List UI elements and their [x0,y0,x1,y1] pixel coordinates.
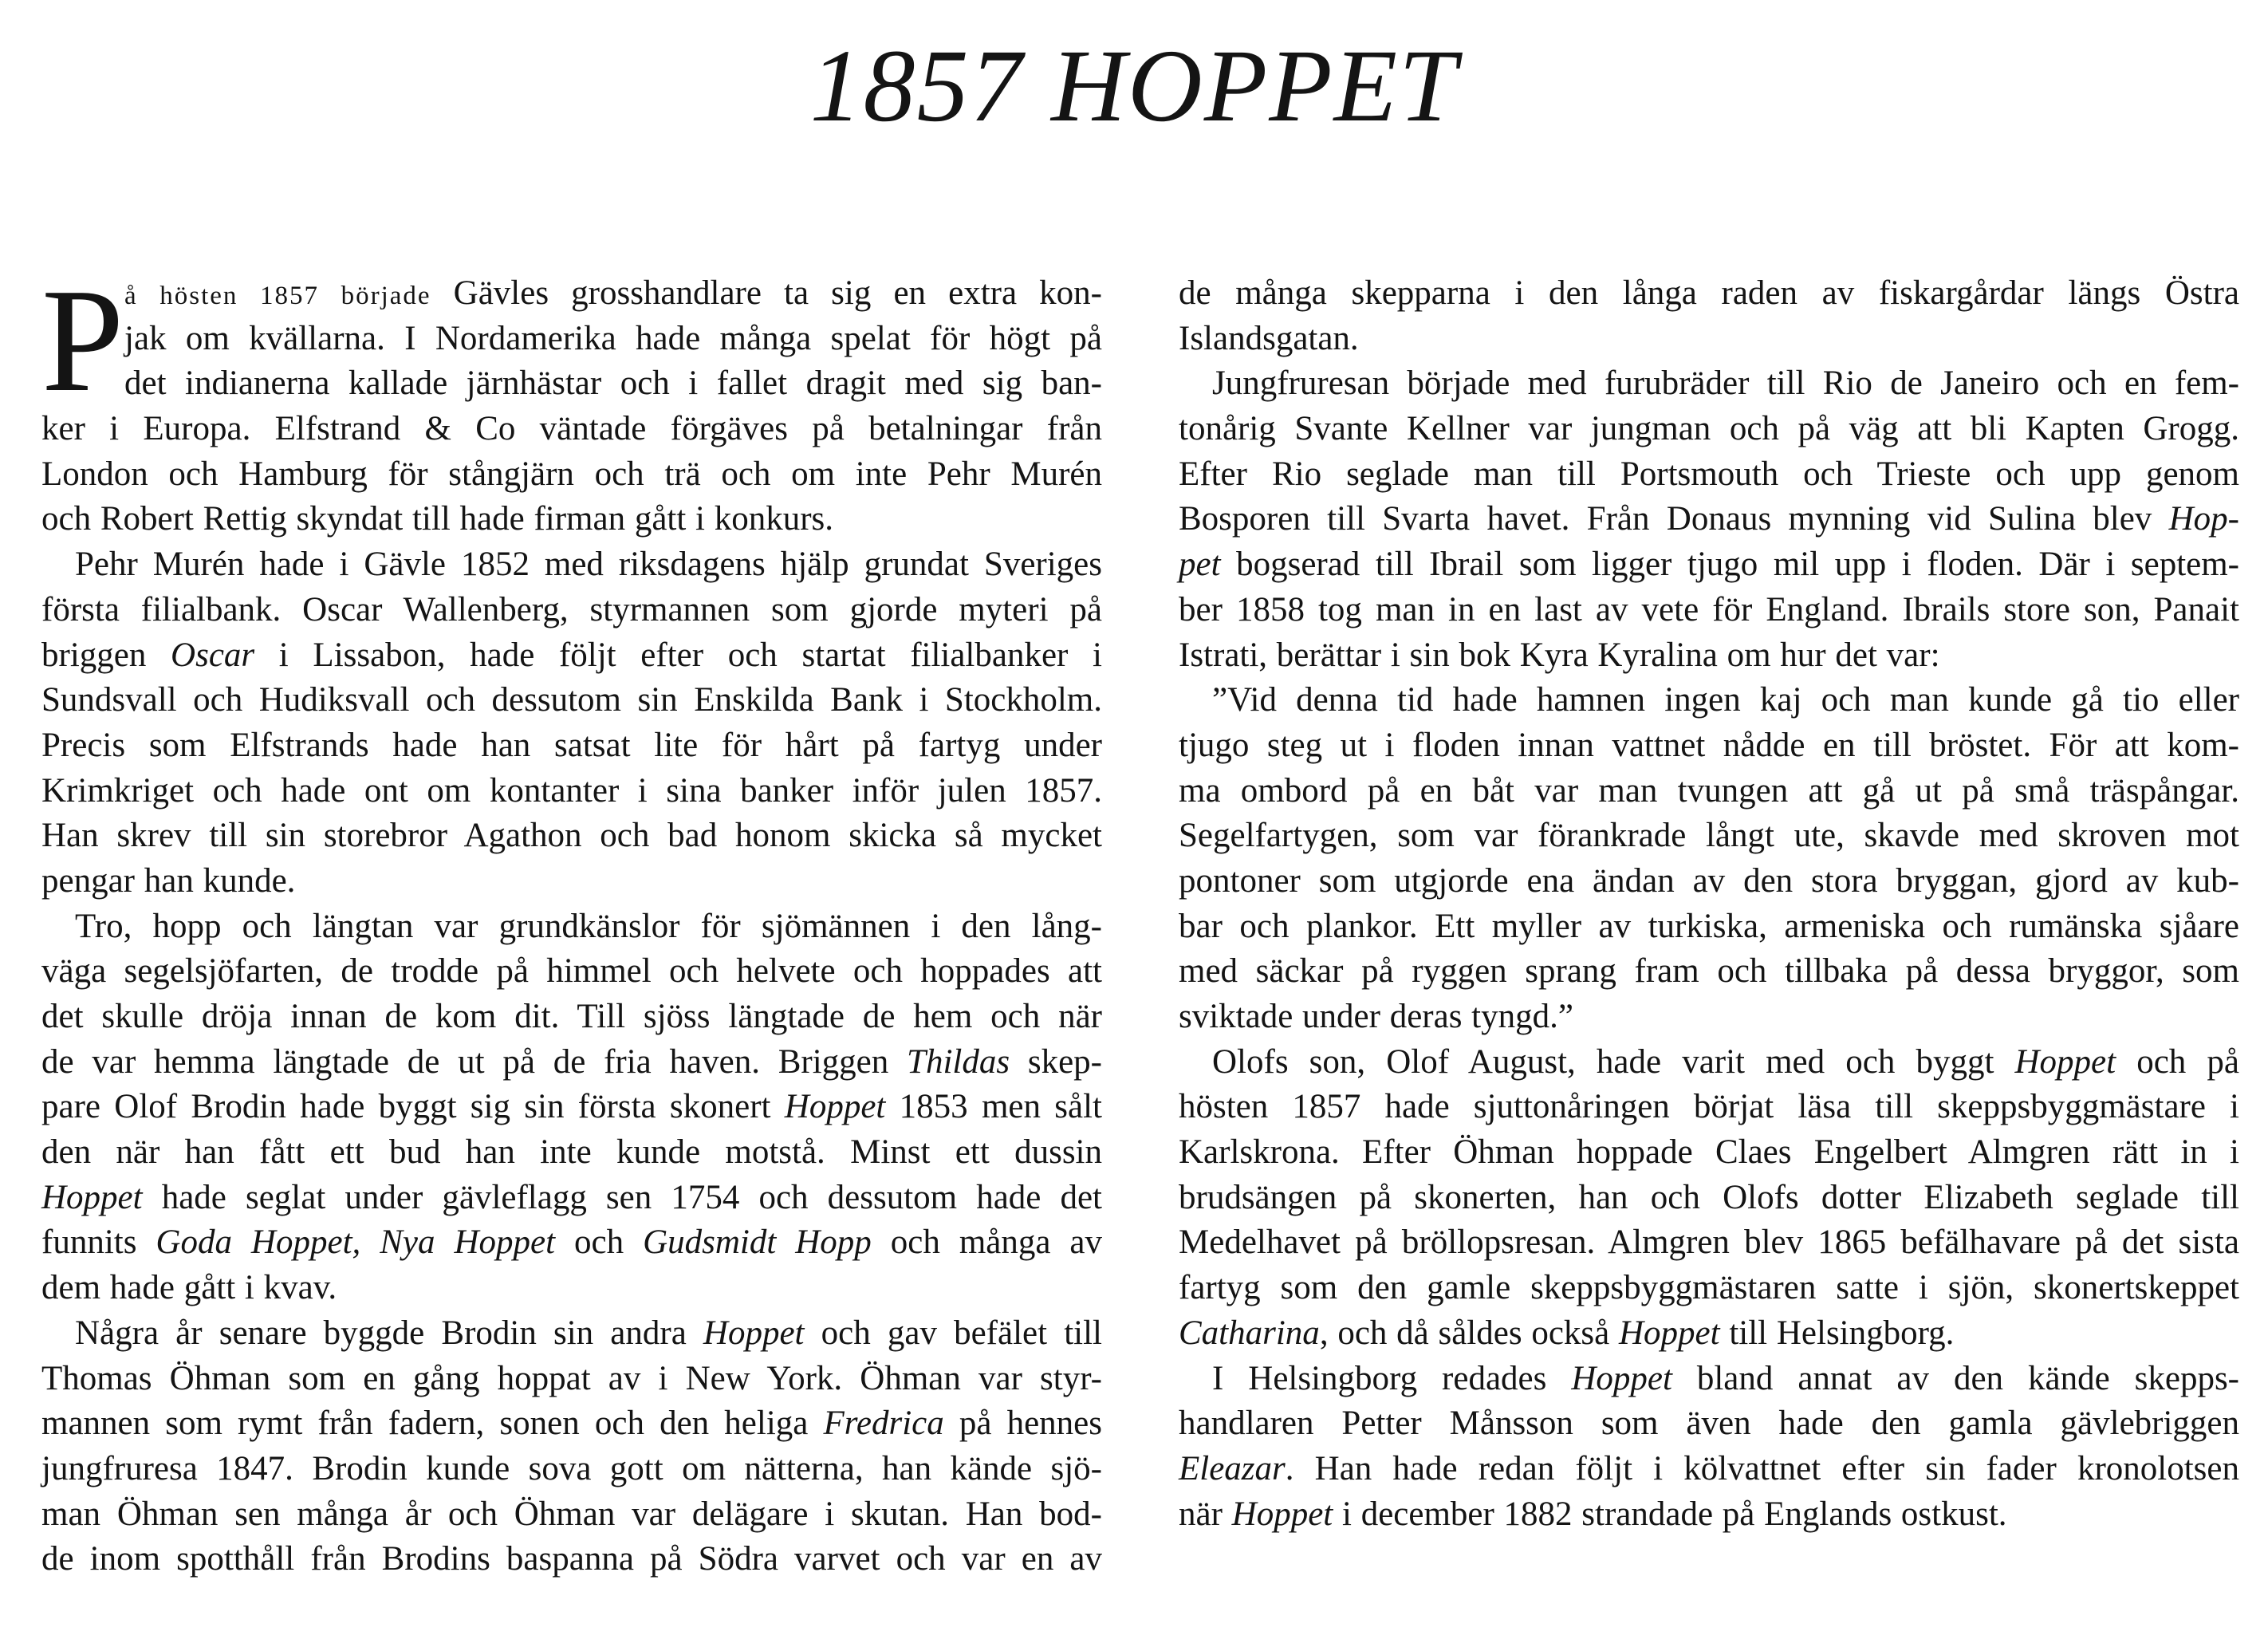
text-line: I Helsingborg redades Hoppet bland annat av den kände skepps- [1212,1359,2239,1397]
text-line: Olofs son, Olof August, hade varit med och byggt Hoppet och på [1212,1042,2239,1081]
ship-name: Catharina [1179,1314,1320,1352]
text-line: Jungfruresan började med furubräder till Rio de Janeiro och en fem- [1212,364,2239,403]
ship-name: Hoppet [1618,1314,1720,1352]
text-line: väga segelsjöfarten, de trodde på himmel och helvete och hoppades att [41,952,1102,991]
ship-name: Hoppet [2014,1042,2116,1081]
text-line: när Hoppet i december 1882 strandade på Englands ostkust. [1179,1495,2007,1533]
ship-name: Hop- [2168,500,2239,538]
ship-name: Eleazar [1179,1449,1286,1487]
text-line: ber 1858 tog man in en last av vete för England. Ibrails store son, Panait [1179,590,2239,628]
ship-name: Gudsmidt Hopp [643,1223,872,1262]
text-line: Islandsgatan. [1179,319,1359,357]
text-line: man Öhman sen många år och Öhman var delägare i skutan. Han bod- [41,1495,1102,1533]
ship-name: Hoppet [1231,1495,1333,1533]
text-line: ker i Europa. Elfstrand & Co väntade förgäves på betalningar från [41,410,1102,448]
page-title: 1857 HOPPET [809,29,1459,144]
ship-name: Hoppet [1571,1359,1672,1397]
text-line: Precis som Elfstrands hade han satsat lite för hårt på fartyg under [41,726,1102,764]
ship-name: Hoppet [41,1178,143,1216]
text-line: å hösten 1857 började Gävles grosshandlare ta sig en extra kon- [124,274,1102,312]
text-line: dem hade gått i kvav. [41,1269,337,1307]
ship-name: Thildas [907,1042,1010,1081]
text-line: London och Hamburg för stångjärn och trä och om inte Pehr Murén [41,455,1102,493]
text-line: med säckar på ryggen sprang fram och tillbaka på dessa bryggor, som [1179,952,2239,991]
right-text-column [1179,271,2239,1537]
text-line: den när han fått ett bud han inte kunde motstå. Minst ett dussin [41,1133,1102,1172]
text-line: brudsängen på skonerten, han och Olofs dotter Elizabeth seglade till [1179,1178,2239,1216]
text-line: briggen Oscar i Lissabon, hade följt efter och startat filialbanker i [41,636,1102,674]
text-line: funnits Goda Hoppet, Nya Hoppet och Gudsmidt Hopp och många av [41,1223,1102,1262]
text-line: Thomas Öhman som en gång hoppat av i New York. Öhman var styr- [41,1359,1102,1397]
text-line: och Robert Rettig skyndat till hade firman gått i konkurs. [41,500,834,538]
text-line: Segelfartygen, som var förankrade långt ute, skavde med skroven mot [1179,817,2239,855]
text-line: Pehr Murén hade i Gävle 1852 med riksdagens hjälp grundat Sveriges [75,546,1102,584]
text-line: Han skrev till sin storebror Agathon och bad honom skicka så mycket [41,817,1102,855]
text-line: Efter Rio seglade man till Portsmouth och Trieste och upp genom [1179,455,2239,493]
drop-cap: P [41,258,124,423]
text-line: tonårig Svante Kellner var jungman och på väg att bli Kapten Grogg. [1179,410,2239,448]
text-line: Eleazar. Han hade redan följt i kölvattnet efter sin fader kronolotsen [1179,1449,2239,1487]
text-line: Bosporen till Svarta havet. Från Donaus mynning vid Sulina blev Hop- [1179,500,2239,538]
text-line: jungfruresa 1847. Brodin kunde sova gott om nätterna, han kände sjö- [41,1449,1102,1487]
text-line: hösten 1857 hade sjuttonåringen börjat läsa till skeppsbyggmästare i [1179,1088,2239,1126]
ship-name: Fredrica [823,1405,944,1443]
text-line: Istrati, berättar i sin bok Kyra Kyralina om hur det var: [1179,636,1940,674]
text-line: fartyg som den gamle skeppsbyggmästaren satte i sjön, skonertskeppet [1179,1269,2239,1307]
text-line: Sundsvall och Hudiksvall och dessutom sin Enskilda Bank i Stockholm. [41,681,1102,719]
ship-name: Goda Hoppet, Nya Hoppet [156,1223,556,1262]
text-line: sviktade under deras tyngd.” [1179,998,1573,1035]
text-line: ”Vid denna tid hade hamnen ingen kaj och man kunde gå tio eller [1212,681,2239,719]
text-line: det skulle dröja innan de kom dit. Till sjöss längtade de hem och när [41,998,1102,1035]
ship-name: Oscar [171,636,255,674]
text-line: Några år senare byggde Brodin sin andra Hoppet och gav befälet till [75,1314,1102,1352]
ship-name: Hoppet [784,1088,886,1126]
text-line: pet bogserad till Ibrail som ligger tjugo mil upp i floden. Där i septem- [1179,546,2239,584]
text-line: Krimkriget och hade ont om kontanter i sina banker inför julen 1857. [41,771,1102,810]
text-line: handlaren Petter Månsson som även hade den gamla gävlebriggen [1179,1405,2239,1443]
text-line: det indianerna kallade järnhästar och i fallet dragit med sig ban- [124,364,1102,403]
text-line: Catharina, och då såldes också Hoppet till Helsingborg. [1179,1314,1955,1352]
text-line: tjugo steg ut i floden innan vattnet nådde en till bröstet. För att kom- [1179,726,2239,764]
text-line: Medelhavet på bröllopsresan. Almgren blev 1865 befälhavare på det sista [1179,1223,2239,1262]
small-caps-opening: å hösten 1857 började [124,282,431,310]
ship-name: Hoppet [703,1314,805,1352]
text-line: ma ombord på en båt var man tvungen att gå ut på små träspångar. [1179,771,2239,810]
text-line: jak om kvällarna. I Nordamerika hade många spelat för högt på [124,319,1102,357]
text-line: första filialbank. Oscar Wallenberg, styrmannen som gjorde myteri på [41,590,1102,628]
ship-name: pet [1179,546,1221,584]
text-line: Tro, hopp och längtan var grundkänslor för sjömännen i den lång- [75,907,1102,945]
text-line: Hoppet hade seglat under gävleflagg sen 1754 och dessutom hade det [41,1178,1102,1216]
text-line: de många skepparna i den långa raden av fiskargårdar längs Östra [1179,274,2239,312]
text-line: pontoner som utgjorde ena ändan av den stora bryggan, gjord av kub- [1179,861,2239,900]
text-line: de inom spotthåll från Brodins baspanna på Södra varvet och var en av [41,1540,1102,1578]
left-text-column [41,258,1102,1582]
text-line: bar och plankor. Ett myller av turkiska, armeniska och rumänska sjåare [1179,907,2239,945]
text-line: Karlskrona. Efter Öhman hoppade Claes Engelbert Almgren rätt in i [1179,1133,2239,1172]
text-line: mannen som rymt från fadern, sonen och den heliga Fredrica på hennes [41,1405,1102,1443]
text-line: pengar han kunde. [41,861,296,900]
text-line: pare Olof Brodin hade byggt sig sin första skonert Hoppet 1853 men sålt [41,1088,1102,1126]
text-line: de var hemma längtade de ut på de fria haven. Briggen Thildas skep- [41,1042,1102,1081]
